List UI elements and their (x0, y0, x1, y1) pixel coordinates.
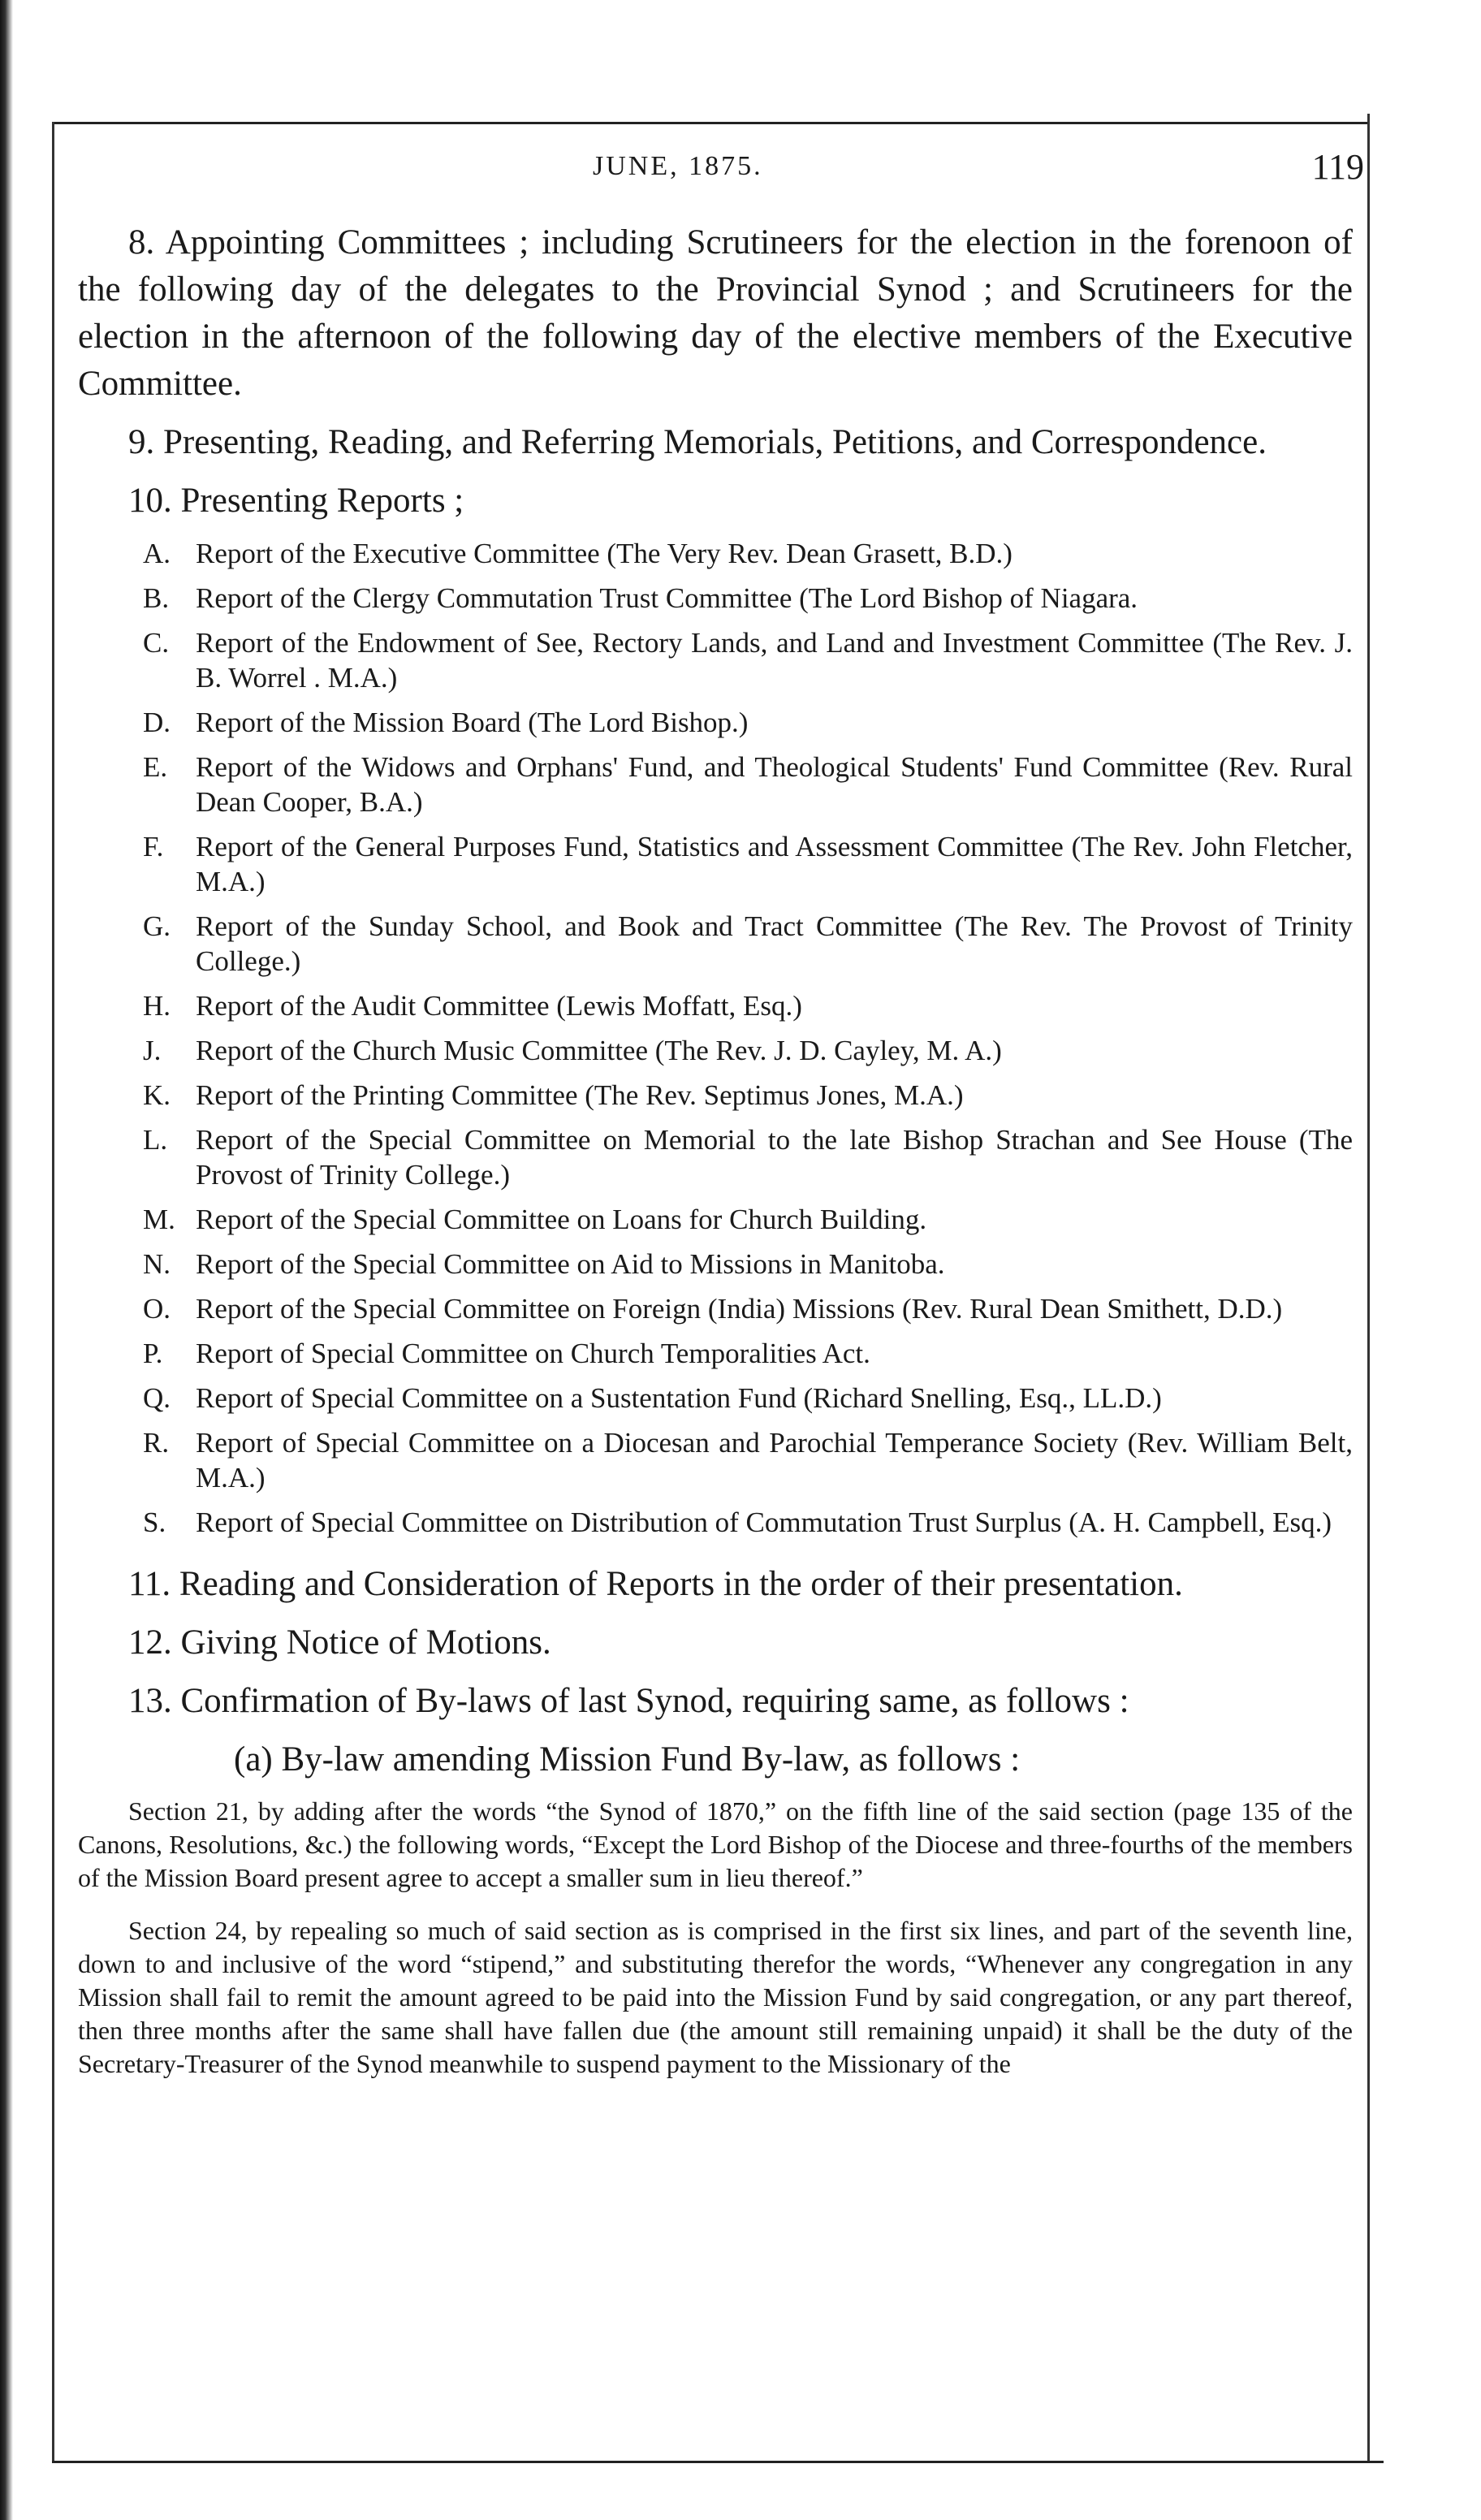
report-text: Report of the Clergy Commutation Trust Committee (The Lord Bishop of Niagara. (196, 582, 1138, 614)
report-letter: B. (143, 582, 170, 614)
report-text: Report of the Mission Board (The Lord Bishop.) (196, 707, 749, 738)
report-letter: D. (143, 707, 171, 738)
report-item (143, 705, 1353, 740)
report-item (143, 1425, 1353, 1495)
report-letter: E. (143, 751, 168, 783)
report-text: Report of Special Committee on Distribution of Commutation Trust Surplus (A. H. Campbell, Esq.) (196, 1506, 1332, 1538)
report-text: Report of the General Purposes Fund, Statistics and Assessment Committee (The Rev. John Fletcher, M.A.) (196, 831, 1353, 897)
report-letter: F. (143, 831, 164, 862)
report-text: Report of the Endowment of See, Rectory Lands, and Land and Investment Committee (The Rev. J. B. Worrel . M.A.) (196, 627, 1353, 694)
section-21-text: Section 21, by adding after the words “the Synod of 1870,” on the fifth line of the said section (page 135 of the Canons, Resolutions, &c.) the following words, “Except the Lord Bishop of the Diocese and three-fourths of the members of the Mission Board present agree to accept a smaller sum in lieu thereof.” (78, 1796, 1353, 1892)
binding-edge (0, 0, 13, 2520)
report-letter: A. (143, 538, 171, 569)
report-item (143, 1336, 1353, 1371)
frame-rule-top (52, 122, 1367, 124)
report-item (143, 1247, 1353, 1282)
report-item (143, 1202, 1353, 1237)
report-letter: G. (143, 910, 171, 942)
report-item (143, 1291, 1353, 1326)
report-item (143, 1033, 1353, 1068)
item-11: 11. Reading and Consideration of Reports in the order of their presentation. (128, 1565, 1183, 1603)
report-text: Report of the Audit Committee (Lewis Moffatt, Esq.) (196, 990, 802, 1022)
frame-rule-left (52, 122, 54, 2461)
report-text: Report of the Special Committee on Memorial to the late Bishop Strachan and See House (The Provost of Trinity College.) (196, 1124, 1353, 1191)
report-letter: M. (143, 1204, 175, 1235)
report-letter: P. (143, 1338, 163, 1369)
report-item (143, 536, 1353, 571)
running-title: JUNE, 1875. (593, 151, 763, 181)
report-text: Report of the Special Committee on Aid to Missions in Manitoba. (196, 1248, 945, 1280)
item-9: 9. Presenting, Reading, and Referring Memorials, Petitions, and Correspondence. (128, 423, 1267, 461)
report-letter: K. (143, 1079, 171, 1111)
report-text: Report of Special Committee on Church Temporalities Act. (196, 1338, 870, 1369)
report-list (78, 536, 1353, 1540)
report-item (143, 625, 1353, 695)
report-text: Report of Special Committee on a Sustentation Fund (Richard Snelling, Esq., LL.D.) (196, 1382, 1162, 1414)
report-letter: R. (143, 1427, 170, 1459)
report-letter: O. (143, 1293, 171, 1325)
report-text: Report of the Special Committee on Foreign (India) Missions (Rev. Rural Dean Smithett, D.D.) (196, 1293, 1283, 1325)
report-item (143, 1078, 1353, 1113)
report-letter: S. (143, 1506, 166, 1538)
frame-rule-right (1367, 114, 1370, 2461)
report-item (143, 909, 1353, 979)
report-letter: J. (143, 1035, 162, 1066)
report-text: Report of the Special Committee on Loans for Church Building. (196, 1204, 927, 1235)
report-text: Report of the Church Music Committee (The Rev. J. D. Cayley, M. A.) (196, 1035, 1002, 1066)
page-body (78, 219, 1353, 2081)
report-letter: C. (143, 627, 170, 659)
frame-rule-bottom (52, 2461, 1384, 2463)
item-8: 8. Appointing Committees ; including Scrutineers for the election in the forenoon of the following day of the delegates to the Provincial Synod ; and Scrutineers for the election in the afternoon of the following day of the elective members of the Executive Committee. (78, 223, 1353, 403)
page-header (187, 147, 1364, 200)
report-item (143, 988, 1353, 1023)
section-24-text: Section 24, by repealing so much of said section as is comprised in the first six lines, and part of the seventh line, down to and inclusive of the word “stipend,” and substituting therefor the words, “Whenever any congregation in any Mission shall fail to remit the amount agreed to be paid into the Mission Fund by said congregation, or any part thereof, then three months after the same shall have fallen due (the amount still remaining unpaid) it shall be the duty of the Secretary-Treasurer of the Synod meanwhile to suspend payment to the Missionary of the (78, 1916, 1353, 2078)
page-number: 119 (1311, 147, 1364, 187)
report-letter: H. (143, 990, 171, 1022)
report-letter: Q. (143, 1382, 171, 1414)
report-text: Report of the Executive Committee (The Very Rev. Dean Grasett, B.D.) (196, 538, 1013, 569)
report-item (143, 1381, 1353, 1416)
item-10: 10. Presenting Reports ; (128, 482, 464, 520)
report-item (143, 581, 1353, 616)
report-text: Report of the Sunday School, and Book and Tract Committee (The Rev. The Provost of Trinity College.) (196, 910, 1353, 977)
report-item (143, 1505, 1353, 1540)
report-item (143, 750, 1353, 819)
report-text: Report of the Widows and Orphans' Fund, and Theological Students' Fund Committee (Rev. Rural Dean Cooper, B.A.) (196, 751, 1353, 818)
report-letter: L. (143, 1124, 168, 1156)
report-item (143, 829, 1353, 899)
report-text: Report of Special Committee on a Diocesan and Parochial Temperance Society (Rev. William Belt, M.A.) (196, 1427, 1353, 1493)
report-item (143, 1122, 1353, 1192)
item-12: 12. Giving Notice of Motions. (128, 1623, 551, 1662)
report-text: Report of the Printing Committee (The Rev. Septimus Jones, M.A.) (196, 1079, 964, 1111)
report-letter: N. (143, 1248, 171, 1280)
bylaw-heading: (a) By-law amending Mission Fund By-law, as follows : (234, 1740, 1021, 1779)
item-13: 13. Confirmation of By-laws of last Synod, requiring same, as follows : (128, 1682, 1129, 1720)
